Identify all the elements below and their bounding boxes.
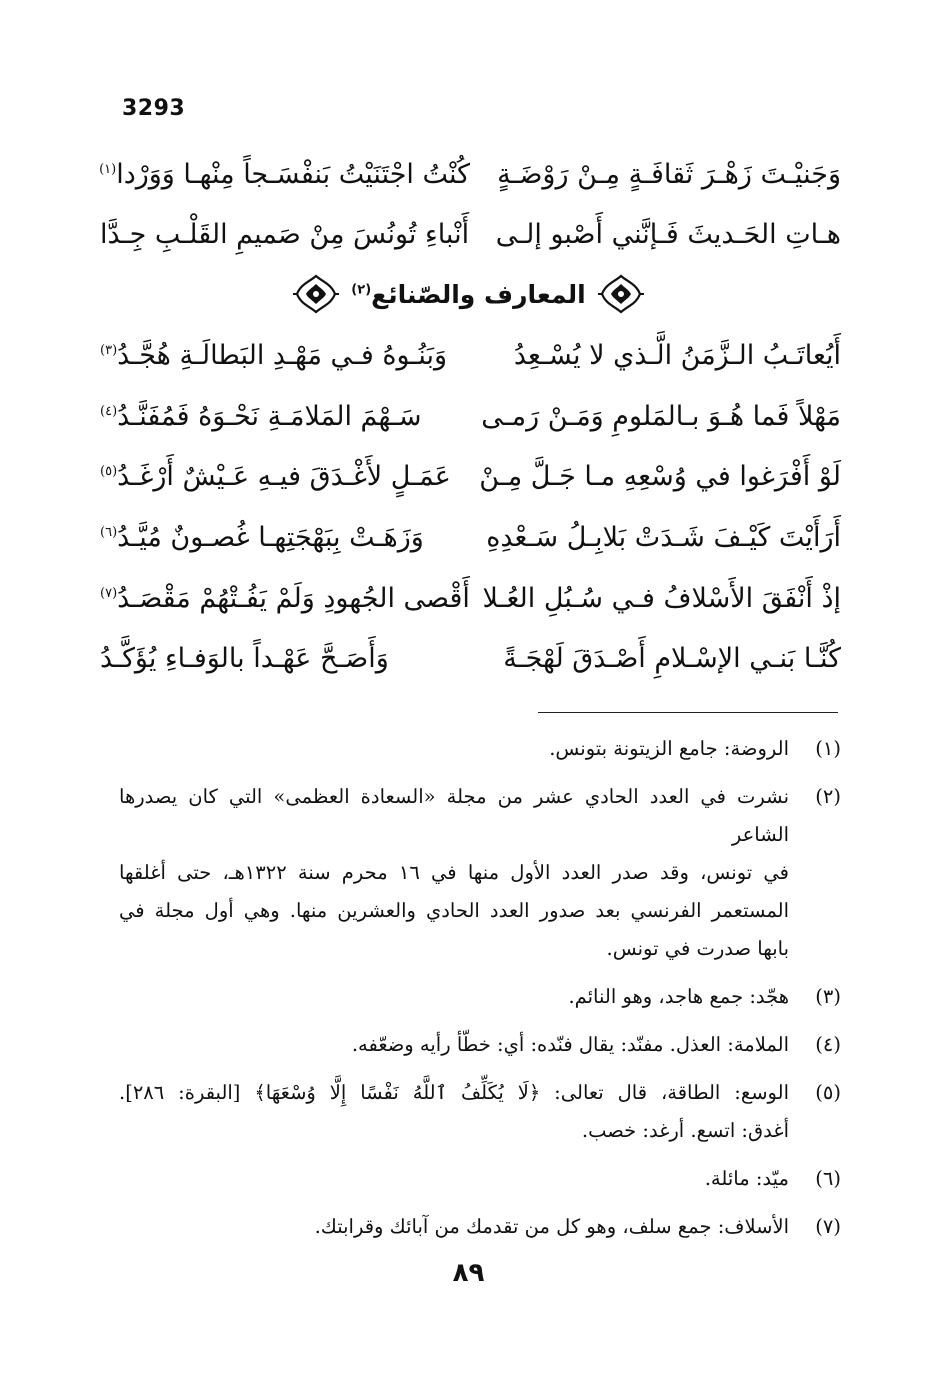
- verse-first-hemistich: وَجَنيْـتَ زَهْـرَ ثَقافَـةٍ مِـنْ رَوْضَـةٍ: [497, 159, 841, 190]
- footnote-reference: (٤): [100, 404, 118, 419]
- footnote-reference: (٢): [351, 282, 372, 298]
- footnote: [119, 1208, 841, 1246]
- footnotes: [119, 730, 841, 1256]
- verse-text: أَنْباءِ تُونُسَ مِنْ صَميمِ القَلْـبِ جِـدَّا: [100, 219, 470, 250]
- footnote-number: (٣): [815, 985, 841, 1008]
- page-id: 3293: [122, 96, 186, 121]
- verse-second-hemistich: [100, 454, 470, 500]
- verse-second-hemistich: [100, 636, 470, 682]
- footnote-reference: (٦): [100, 525, 118, 540]
- heading-text: المعارف والصّنائع: [371, 279, 586, 309]
- verse-second-hemistich: [100, 333, 470, 379]
- footnote-text: في تونس، وقد صدر العدد الأول منها في ١٦ محرم سنة ١٣٢٢هـ، حتى أغلقها: [119, 861, 790, 884]
- footnote-text: الروضة: جامع الزيتونة بتونس.: [549, 737, 789, 760]
- verse-line: [100, 212, 841, 258]
- footnote-text: بابها صدرت في تونس.: [606, 937, 789, 960]
- footnote-reference: (٣): [100, 343, 118, 358]
- footnote-text: نشرت في العدد الحادي عشر من مجلة «السعادة العظمى» التي كان يصدرها الشاعر: [119, 785, 789, 846]
- footnote-number: (١): [815, 737, 841, 760]
- verse-second-hemistich: [100, 212, 470, 258]
- footnote: [119, 1026, 841, 1064]
- footnote-number: (٤): [815, 1033, 841, 1056]
- footnote: [119, 1160, 841, 1198]
- section-heading: [0, 272, 937, 320]
- verse-line: [100, 515, 841, 561]
- verse-line: [100, 576, 841, 622]
- verse-line: [100, 333, 841, 379]
- verse-first-hemistich: مَهْلاً فَما هُـوَ بـالمَلومِ وَمَـنْ رَمـى: [481, 401, 841, 432]
- footnote-text: الملامة: العذل. مفنّد: يقال فنّده: أي: خطّأ رأيه وضعّفه.: [351, 1033, 789, 1056]
- footnote-reference: (٥): [100, 464, 118, 479]
- verse-line: [100, 394, 841, 440]
- footnote-text: الوسع: الطاقة، قال تعالى: ﴿لَا يُكَلِّفُ ٱللَّهُ نَفْسًا إِلَّا وُسْعَهَا﴾ [البقرة: ٢٨٦].: [119, 1081, 789, 1104]
- footnote-reference: (٧): [100, 586, 118, 601]
- verse-text: عَمَـلٍ لأَغْـدَقَ فيـهِ عَـيْشٌ أَرْغَـدُ: [117, 461, 451, 492]
- footnote-text: أغدق: اتسع. أرغد: خصب.: [581, 1119, 789, 1142]
- footnote-text: هجّد: جمع هاجد، وهو النائم.: [568, 985, 789, 1008]
- footnote: [119, 978, 841, 1016]
- verse-first-hemistich: كُنَّـا بَنـي الإسْـلامِ أَصْـدَقَ لَهْجَـةً: [503, 643, 841, 674]
- verse-second-hemistich: [100, 394, 470, 440]
- footnote-text: الأسلاف: جمع سلف، وهو كل من تقدمك من آبائك وقرابتك.: [314, 1215, 789, 1238]
- verse-first-hemistich: أَرَأَيْتَ كَيْـفَ شَـدَتْ بَلابِـلُ سَـعْدِهِ: [486, 522, 841, 553]
- footnote: [119, 778, 841, 968]
- verse-second-hemistich: [100, 152, 470, 198]
- verse-first-hemistich: هـاتِ الحَـديثَ فَـإنَّني أَصْبو إلـى: [495, 219, 841, 250]
- footnote-number: (٢): [815, 785, 841, 808]
- verse-text: وَبَنُـوهُ فـي مَهْـدِ البَطالَـةِ هُجَّـدُ: [117, 340, 448, 371]
- footnote-text: ميّد: مائلة.: [704, 1167, 789, 1190]
- footnote-number: (٧): [815, 1215, 841, 1238]
- verse-text: وَأَصَـحَّ عَهْـداً بالوَفـاءِ يُؤَكَّـدُ: [100, 643, 389, 674]
- verse-first-hemistich: إذْ أَنْفَقَ الأَسْلافُ فـي سُـبُلِ العُـلا: [482, 583, 841, 614]
- verse-first-hemistich: أَيُعاتَـبُ الـزَّمَنُ الَّـذي لا يُسْـعِدُ: [513, 340, 841, 371]
- ornament-icon: [598, 272, 644, 316]
- footnote-reference: (١): [99, 162, 117, 177]
- verse-line: [100, 454, 841, 500]
- verse-text: كُنْتُ اجْتَنَيْتُ بَنفْسَـجاً مِنْهـا وَوَرْدا: [116, 159, 470, 190]
- ornament-icon: [293, 272, 339, 316]
- verse-line: [100, 636, 841, 682]
- section-title: [351, 280, 585, 309]
- verse-second-hemistich: [100, 515, 470, 561]
- footnote: [119, 1074, 841, 1150]
- verse-text: وَزَهَـتْ بِبَهْجَتِهـا غُصـونٌ مُيَّـدُ: [117, 522, 424, 553]
- verse-first-hemistich: لَوْ أَفْرَغوا في وُسْعِهِ مـا جَـلَّ مِـنْ: [479, 461, 841, 492]
- verse-text: أَقْصى الجُهودِ وَلَمْ يَفُـتْهُمْ مَقْصَـدُ: [117, 583, 470, 614]
- footnote-number: (٦): [815, 1167, 841, 1190]
- footnote-number: (٥): [815, 1081, 841, 1104]
- verse-line: [100, 152, 841, 198]
- verse-second-hemistich: [100, 576, 470, 622]
- verse-text: سَـهْمَ المَلامَـةِ نَحْـوَهُ فَمُفَنَّـدُ: [117, 401, 422, 432]
- footnote-text: المستعمر الفرنسي بعد صدور العدد الحادي والعشرين منها. وهي أول مجلة في: [119, 899, 789, 922]
- page-number: ٨٩: [452, 1258, 485, 1288]
- footnote: [119, 730, 841, 768]
- footnote-separator: [538, 712, 838, 713]
